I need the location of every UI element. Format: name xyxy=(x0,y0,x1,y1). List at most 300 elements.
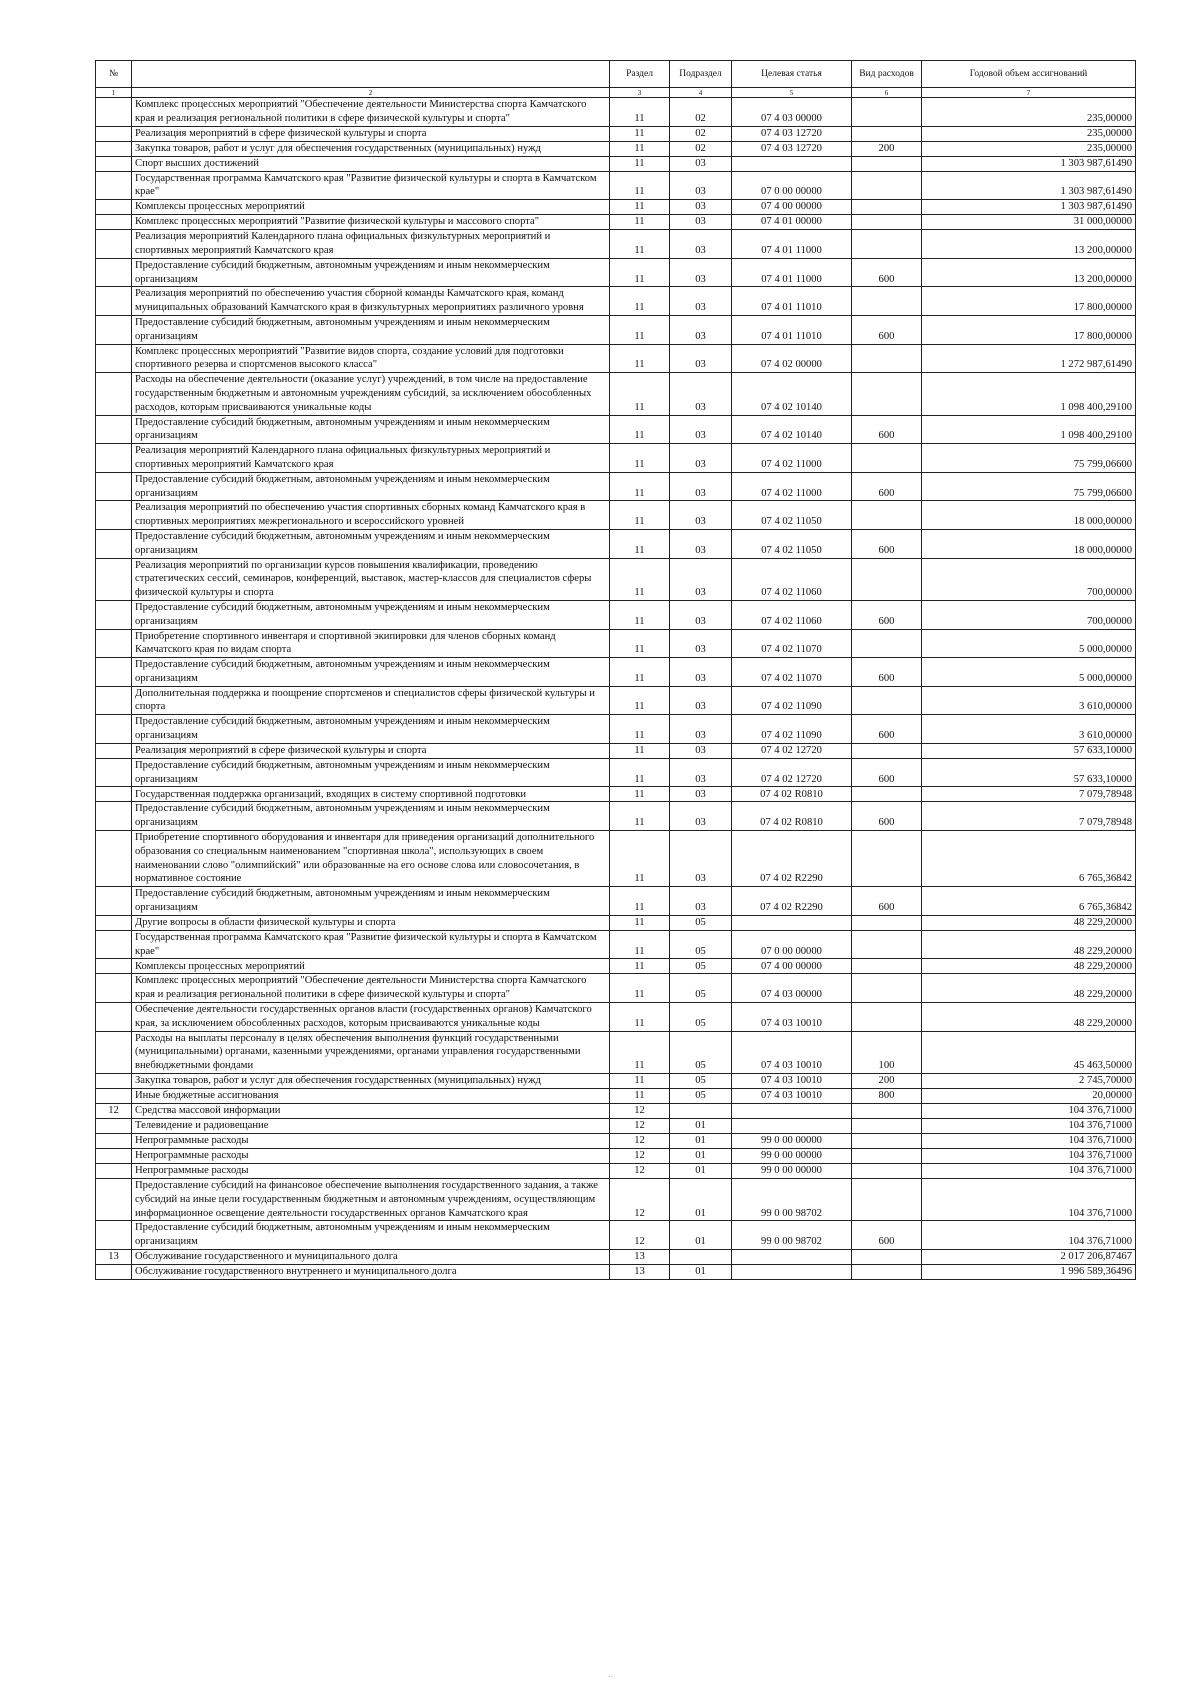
row-subsection: 03 xyxy=(670,600,732,629)
row-target-article: 07 4 00 00000 xyxy=(732,200,852,215)
row-number xyxy=(96,373,132,415)
row-target-article: 07 4 01 00000 xyxy=(732,215,852,230)
table-row xyxy=(96,1104,1136,1119)
row-section: 11 xyxy=(610,529,670,558)
table-row xyxy=(96,758,1136,787)
table-row xyxy=(96,529,1136,558)
row-amount: 13 200,00000 xyxy=(922,230,1136,259)
row-target-article xyxy=(732,1250,852,1265)
row-expense-type xyxy=(852,558,922,600)
table-row xyxy=(96,600,1136,629)
row-section: 11 xyxy=(610,215,670,230)
row-section: 11 xyxy=(610,1074,670,1089)
row-name: Непрограммные расходы xyxy=(132,1164,610,1179)
row-subsection: 05 xyxy=(670,959,732,974)
table-column-number-row xyxy=(96,88,1136,98)
row-number xyxy=(96,802,132,831)
row-subsection: 01 xyxy=(670,1164,732,1179)
table-row xyxy=(96,1179,1136,1221)
row-target-article: 07 0 00 00000 xyxy=(732,171,852,200)
row-name: Обслуживание государственного внутреннего и муниципального долга xyxy=(132,1265,610,1280)
row-number xyxy=(96,415,132,444)
row-expense-type: 800 xyxy=(852,1089,922,1104)
row-expense-type xyxy=(852,1164,922,1179)
row-expense-type xyxy=(852,743,922,758)
row-section: 11 xyxy=(610,715,670,744)
row-subsection: 03 xyxy=(670,887,732,916)
row-target-article: 07 4 02 R0810 xyxy=(732,802,852,831)
row-subsection: 03 xyxy=(670,529,732,558)
row-number xyxy=(96,686,132,715)
row-number xyxy=(96,1134,132,1149)
row-section: 11 xyxy=(610,1089,670,1104)
row-section: 12 xyxy=(610,1134,670,1149)
row-name: Другие вопросы в области физической культуры и спорта xyxy=(132,915,610,930)
row-amount: 1 303 987,61490 xyxy=(922,171,1136,200)
row-section: 11 xyxy=(610,743,670,758)
row-expense-type xyxy=(852,1250,922,1265)
column-header-5: Целевая статья xyxy=(732,61,852,88)
row-section: 11 xyxy=(610,600,670,629)
row-amount: 48 229,20000 xyxy=(922,915,1136,930)
row-section: 11 xyxy=(610,415,670,444)
row-name: Дополнительная поддержка и поощрение спортсменов и специалистов сферы физической культуры и спорта xyxy=(132,686,610,715)
row-section: 11 xyxy=(610,1031,670,1073)
row-expense-type xyxy=(852,344,922,373)
row-target-article: 07 4 01 11000 xyxy=(732,230,852,259)
row-section: 11 xyxy=(610,258,670,287)
table-row xyxy=(96,230,1136,259)
row-section: 11 xyxy=(610,758,670,787)
row-subsection: 03 xyxy=(670,743,732,758)
row-target-article: 07 4 03 10010 xyxy=(732,1003,852,1032)
row-expense-type: 600 xyxy=(852,887,922,916)
row-amount: 75 799,06600 xyxy=(922,472,1136,501)
row-name: Расходы на выплаты персоналу в целях обеспечения выполнения функций государственными (муниципальными) органами, казенными учреждениями, органами управления государственными внебюджетными фондами xyxy=(132,1031,610,1073)
row-name: Реализация мероприятий Календарного плана официальных физкультурных мероприятий и спортивных мероприятий Камчатского края xyxy=(132,230,610,259)
row-amount: 18 000,00000 xyxy=(922,501,1136,530)
row-expense-type xyxy=(852,373,922,415)
row-name: Закупка товаров, работ и услуг для обеспечения государственных (муниципальных) нужд xyxy=(132,141,610,156)
row-expense-type: 600 xyxy=(852,600,922,629)
row-name: Предоставление субсидий бюджетным, автономным учреждениям и иным некоммерческим организациям xyxy=(132,1221,610,1250)
row-section: 12 xyxy=(610,1104,670,1119)
row-section: 11 xyxy=(610,1003,670,1032)
row-section: 11 xyxy=(610,344,670,373)
column-header-1: № xyxy=(96,61,132,88)
row-name: Реализация мероприятий в сфере физической культуры и спорта xyxy=(132,126,610,141)
table-row xyxy=(96,629,1136,658)
table-row xyxy=(96,1089,1136,1104)
row-subsection: 03 xyxy=(670,373,732,415)
row-name: Комплекс процессных мероприятий "Обеспечение деятельности Министерства спорта Камчатского края и реализация региональной политики в сфере физической культуры и спорта" xyxy=(132,974,610,1003)
row-subsection: 03 xyxy=(670,558,732,600)
row-expense-type: 600 xyxy=(852,472,922,501)
row-subsection: 01 xyxy=(670,1134,732,1149)
row-target-article: 07 4 01 11010 xyxy=(732,287,852,316)
row-amount: 45 463,50000 xyxy=(922,1031,1136,1073)
row-target-article: 99 0 00 98702 xyxy=(732,1221,852,1250)
row-target-article: 07 4 02 11060 xyxy=(732,558,852,600)
row-subsection: 03 xyxy=(670,230,732,259)
column-number-5: 5 xyxy=(732,88,852,98)
column-number-4: 4 xyxy=(670,88,732,98)
row-section: 11 xyxy=(610,887,670,916)
row-amount: 700,00000 xyxy=(922,558,1136,600)
row-target-article: 07 4 03 12720 xyxy=(732,141,852,156)
row-amount: 75 799,06600 xyxy=(922,444,1136,473)
table-row xyxy=(96,1164,1136,1179)
row-amount: 48 229,20000 xyxy=(922,974,1136,1003)
column-number-2: 2 xyxy=(132,88,610,98)
row-section: 11 xyxy=(610,802,670,831)
row-section: 11 xyxy=(610,200,670,215)
row-section: 12 xyxy=(610,1179,670,1221)
row-number xyxy=(96,831,132,887)
row-subsection: 03 xyxy=(670,215,732,230)
row-number xyxy=(96,472,132,501)
table-row xyxy=(96,344,1136,373)
row-amount: 3 610,00000 xyxy=(922,686,1136,715)
table-row xyxy=(96,1003,1136,1032)
column-number-3: 3 xyxy=(610,88,670,98)
row-number xyxy=(96,258,132,287)
table-row xyxy=(96,974,1136,1003)
row-name: Приобретение спортивного инвентаря и спортивной экипировки для членов сборных команд Камчатского края по видам спорта xyxy=(132,629,610,658)
row-target-article: 07 4 02 11000 xyxy=(732,472,852,501)
row-amount: 7 079,78948 xyxy=(922,787,1136,802)
row-number xyxy=(96,215,132,230)
row-target-article: 07 4 02 12720 xyxy=(732,758,852,787)
row-amount: 57 633,10000 xyxy=(922,743,1136,758)
row-name: Предоставление субсидий бюджетным, автономным учреждениям и иным некоммерческим организациям xyxy=(132,758,610,787)
row-section: 11 xyxy=(610,658,670,687)
row-expense-type xyxy=(852,1104,922,1119)
row-expense-type xyxy=(852,930,922,959)
row-target-article: 07 4 02 R2290 xyxy=(732,887,852,916)
row-section: 11 xyxy=(610,230,670,259)
row-subsection: 03 xyxy=(670,658,732,687)
row-number xyxy=(96,1221,132,1250)
row-subsection: 01 xyxy=(670,1149,732,1164)
row-expense-type xyxy=(852,215,922,230)
row-subsection: 02 xyxy=(670,98,732,127)
row-name: Спорт высших достижений xyxy=(132,156,610,171)
row-number xyxy=(96,1089,132,1104)
row-name: Реализация мероприятий по организации курсов повышения квалификации, проведению стратегических сессий, семинаров, конференций, выставок, мастер-классов для специалистов сферы физической культуры и спорта xyxy=(132,558,610,600)
row-name: Предоставление субсидий на финансовое обеспечение выполнения государственного задания, а также субсидий на иные цели государственным бюджетным и автономным учреждениям, осуществляющим информационное освещение деятельности государственных органов Камчатского края xyxy=(132,1179,610,1221)
table-row xyxy=(96,1119,1136,1134)
row-number xyxy=(96,171,132,200)
row-name: Приобретение спортивного оборудования и инвентаря для приведения организаций дополнительного образования со специальным наименованием "спортивная школа", использующих в своем наименовании слово "олимпийский" или образованные на его основе слова или словосочетания, в нормативное состояние xyxy=(132,831,610,887)
column-header-3: Раздел xyxy=(610,61,670,88)
row-subsection: 05 xyxy=(670,915,732,930)
row-section: 11 xyxy=(610,373,670,415)
table-row xyxy=(96,415,1136,444)
row-section: 11 xyxy=(610,930,670,959)
row-amount: 235,00000 xyxy=(922,126,1136,141)
row-name: Средства массовой информации xyxy=(132,1104,610,1119)
row-expense-type xyxy=(852,501,922,530)
row-amount: 104 376,71000 xyxy=(922,1104,1136,1119)
row-number xyxy=(96,141,132,156)
row-name: Предоставление субсидий бюджетным, автономным учреждениям и иным некоммерческим организациям xyxy=(132,600,610,629)
row-number xyxy=(96,743,132,758)
row-expense-type xyxy=(852,200,922,215)
row-target-article: 07 4 02 10140 xyxy=(732,415,852,444)
row-number xyxy=(96,287,132,316)
row-subsection: 03 xyxy=(670,258,732,287)
row-number xyxy=(96,758,132,787)
row-subsection: 05 xyxy=(670,1089,732,1104)
row-amount: 6 765,36842 xyxy=(922,831,1136,887)
table-row xyxy=(96,959,1136,974)
table-row xyxy=(96,831,1136,887)
row-subsection: 03 xyxy=(670,686,732,715)
row-name: Телевидение и радиовещание xyxy=(132,1119,610,1134)
row-amount: 48 229,20000 xyxy=(922,959,1136,974)
row-expense-type xyxy=(852,126,922,141)
table-row xyxy=(96,215,1136,230)
row-name: Реализация мероприятий по обеспечению участия сборной команды Камчатского края, команд муниципальных образований Камчатского края в физкультурных мероприятиях различного уровня xyxy=(132,287,610,316)
row-name: Предоставление субсидий бюджетным, автономным учреждениям и иным некоммерческим организациям xyxy=(132,658,610,687)
row-target-article: 07 4 02 11090 xyxy=(732,715,852,744)
column-header-7: Годовой объем ассигнований xyxy=(922,61,1136,88)
row-target-article: 07 4 03 10010 xyxy=(732,1089,852,1104)
row-name: Непрограммные расходы xyxy=(132,1149,610,1164)
row-amount: 48 229,20000 xyxy=(922,930,1136,959)
row-expense-type: 600 xyxy=(852,758,922,787)
row-section: 11 xyxy=(610,315,670,344)
table-row xyxy=(96,1250,1136,1265)
row-target-article: 07 4 02 00000 xyxy=(732,344,852,373)
row-target-article: 07 4 02 11060 xyxy=(732,600,852,629)
row-target-article: 07 4 02 12720 xyxy=(732,743,852,758)
table-row xyxy=(96,126,1136,141)
row-number xyxy=(96,629,132,658)
row-name: Предоставление субсидий бюджетным, автономным учреждениям и иным некоммерческим организациям xyxy=(132,258,610,287)
page-footer-mark: ·· xyxy=(608,1672,614,1681)
row-number xyxy=(96,344,132,373)
row-expense-type: 600 xyxy=(852,658,922,687)
row-number xyxy=(96,658,132,687)
row-number xyxy=(96,1179,132,1221)
row-target-article xyxy=(732,915,852,930)
row-number xyxy=(96,126,132,141)
row-name: Иные бюджетные ассигнования xyxy=(132,1089,610,1104)
row-target-article: 07 4 02 11050 xyxy=(732,529,852,558)
table-row xyxy=(96,743,1136,758)
row-number xyxy=(96,887,132,916)
row-subsection: 03 xyxy=(670,831,732,887)
table-row xyxy=(96,501,1136,530)
table-row xyxy=(96,287,1136,316)
row-subsection: 03 xyxy=(670,287,732,316)
table-row xyxy=(96,171,1136,200)
row-number xyxy=(96,1074,132,1089)
row-target-article: 07 4 03 10010 xyxy=(732,1074,852,1089)
row-name: Комплекс процессных мероприятий "Развитие физической культуры и массового спорта" xyxy=(132,215,610,230)
row-number xyxy=(96,930,132,959)
table-row xyxy=(96,1031,1136,1073)
row-name: Обслуживание государственного и муниципального долга xyxy=(132,1250,610,1265)
row-subsection: 05 xyxy=(670,1031,732,1073)
row-target-article xyxy=(732,1119,852,1134)
row-number xyxy=(96,315,132,344)
row-section: 11 xyxy=(610,915,670,930)
row-amount: 17 800,00000 xyxy=(922,287,1136,316)
row-expense-type: 600 xyxy=(852,715,922,744)
row-amount: 700,00000 xyxy=(922,600,1136,629)
row-subsection: 01 xyxy=(670,1179,732,1221)
row-section: 11 xyxy=(610,629,670,658)
row-subsection: 03 xyxy=(670,758,732,787)
row-amount: 1 303 987,61490 xyxy=(922,156,1136,171)
row-name: Предоставление субсидий бюджетным, автономным учреждениям и иным некоммерческим организациям xyxy=(132,529,610,558)
row-number xyxy=(96,501,132,530)
row-name: Реализация мероприятий по обеспечению участия спортивных сборных команд Камчатского края в спортивных мероприятиях межрегионального и всероссийского уровней xyxy=(132,501,610,530)
row-subsection: 05 xyxy=(670,1003,732,1032)
row-number xyxy=(96,230,132,259)
row-target-article: 07 4 02 11090 xyxy=(732,686,852,715)
row-section: 11 xyxy=(610,156,670,171)
row-number xyxy=(96,1149,132,1164)
row-amount: 3 610,00000 xyxy=(922,715,1136,744)
row-amount: 104 376,71000 xyxy=(922,1134,1136,1149)
row-subsection xyxy=(670,1104,732,1119)
row-name: Предоставление субсидий бюджетным, автономным учреждениям и иным некоммерческим организациям xyxy=(132,802,610,831)
row-subsection: 03 xyxy=(670,787,732,802)
table-row xyxy=(96,787,1136,802)
row-amount: 57 633,10000 xyxy=(922,758,1136,787)
table-row xyxy=(96,1265,1136,1280)
table-row xyxy=(96,1221,1136,1250)
row-expense-type xyxy=(852,787,922,802)
row-expense-type: 600 xyxy=(852,529,922,558)
row-expense-type: 600 xyxy=(852,802,922,831)
row-name: Расходы на обеспечение деятельности (оказание услуг) учреждений, в том числе на предоставление государственным бюджетным и автономным учреждениям субсидий, за исключением обособленных расходов, которым присваиваются уникальные коды xyxy=(132,373,610,415)
row-name: Закупка товаров, работ и услуг для обеспечения государственных (муниципальных) нужд xyxy=(132,1074,610,1089)
row-subsection: 03 xyxy=(670,444,732,473)
row-name: Государственная поддержка организаций, входящих в систему спортивной подготовки xyxy=(132,787,610,802)
table-row xyxy=(96,472,1136,501)
row-number xyxy=(96,959,132,974)
row-target-article xyxy=(732,156,852,171)
row-name: Предоставление субсидий бюджетным, автономным учреждениям и иным некоммерческим организациям xyxy=(132,472,610,501)
row-subsection: 03 xyxy=(670,344,732,373)
row-number xyxy=(96,915,132,930)
row-amount: 17 800,00000 xyxy=(922,315,1136,344)
table-row xyxy=(96,658,1136,687)
row-expense-type xyxy=(852,831,922,887)
table-row xyxy=(96,1134,1136,1149)
row-target-article xyxy=(732,1104,852,1119)
row-expense-type xyxy=(852,1003,922,1032)
row-expense-type xyxy=(852,1179,922,1221)
table-row xyxy=(96,715,1136,744)
row-amount: 235,00000 xyxy=(922,141,1136,156)
row-section: 11 xyxy=(610,98,670,127)
column-number-1: 1 xyxy=(96,88,132,98)
row-subsection: 03 xyxy=(670,501,732,530)
row-number xyxy=(96,529,132,558)
row-section: 11 xyxy=(610,959,670,974)
row-name: Комплекс процессных мероприятий "Обеспечение деятельности Министерства спорта Камчатского края и реализация региональной политики в сфере физической культуры и спорта" xyxy=(132,98,610,127)
row-target-article xyxy=(732,1265,852,1280)
row-section: 11 xyxy=(610,287,670,316)
row-amount: 6 765,36842 xyxy=(922,887,1136,916)
row-expense-type: 600 xyxy=(852,315,922,344)
row-expense-type: 100 xyxy=(852,1031,922,1073)
row-target-article: 99 0 00 00000 xyxy=(732,1164,852,1179)
row-name: Комплексы процессных мероприятий xyxy=(132,959,610,974)
row-subsection: 01 xyxy=(670,1221,732,1250)
table-row xyxy=(96,558,1136,600)
row-expense-type xyxy=(852,1119,922,1134)
row-number xyxy=(96,156,132,171)
column-header-6: Вид расходов xyxy=(852,61,922,88)
row-target-article: 07 4 03 00000 xyxy=(732,98,852,127)
row-amount: 5 000,00000 xyxy=(922,629,1136,658)
row-number xyxy=(96,1265,132,1280)
row-section: 13 xyxy=(610,1265,670,1280)
column-number-7: 7 xyxy=(922,88,1136,98)
row-expense-type xyxy=(852,959,922,974)
row-target-article: 07 4 03 10010 xyxy=(732,1031,852,1073)
row-expense-type xyxy=(852,974,922,1003)
budget-table xyxy=(95,60,1136,1280)
row-section: 11 xyxy=(610,501,670,530)
table-row xyxy=(96,1149,1136,1164)
row-name: Предоставление субсидий бюджетным, автономным учреждениям и иным некоммерческим организациям xyxy=(132,887,610,916)
row-number: 13 xyxy=(96,1250,132,1265)
row-amount: 1 098 400,29100 xyxy=(922,373,1136,415)
row-number xyxy=(96,787,132,802)
row-name: Предоставление субсидий бюджетным, автономным учреждениям и иным некоммерческим организациям xyxy=(132,715,610,744)
row-number xyxy=(96,974,132,1003)
row-subsection: 02 xyxy=(670,126,732,141)
row-target-article: 07 4 01 11000 xyxy=(732,258,852,287)
row-subsection: 03 xyxy=(670,171,732,200)
row-amount: 20,00000 xyxy=(922,1089,1136,1104)
row-subsection: 02 xyxy=(670,141,732,156)
row-name: Государственная программа Камчатского края "Развитие физической культуры и спорта в Камчатском крае" xyxy=(132,171,610,200)
row-section: 11 xyxy=(610,974,670,1003)
row-target-article: 07 0 00 00000 xyxy=(732,930,852,959)
row-section: 11 xyxy=(610,444,670,473)
row-expense-type xyxy=(852,629,922,658)
row-target-article: 07 4 02 10140 xyxy=(732,373,852,415)
row-amount: 104 376,71000 xyxy=(922,1221,1136,1250)
row-section: 12 xyxy=(610,1221,670,1250)
row-expense-type: 200 xyxy=(852,141,922,156)
row-section: 11 xyxy=(610,787,670,802)
table-row xyxy=(96,915,1136,930)
row-target-article: 99 0 00 00000 xyxy=(732,1149,852,1164)
row-amount: 104 376,71000 xyxy=(922,1149,1136,1164)
row-target-article: 07 4 02 R2290 xyxy=(732,831,852,887)
row-subsection: 05 xyxy=(670,930,732,959)
row-section: 12 xyxy=(610,1164,670,1179)
row-target-article: 07 4 02 11070 xyxy=(732,658,852,687)
table-row xyxy=(96,315,1136,344)
row-target-article: 07 4 00 00000 xyxy=(732,959,852,974)
row-number xyxy=(96,1003,132,1032)
row-subsection: 01 xyxy=(670,1119,732,1134)
row-name: Реализация мероприятий Календарного плана официальных физкультурных мероприятий и спортивных мероприятий Камчатского края xyxy=(132,444,610,473)
row-number xyxy=(96,600,132,629)
table-row xyxy=(96,373,1136,415)
